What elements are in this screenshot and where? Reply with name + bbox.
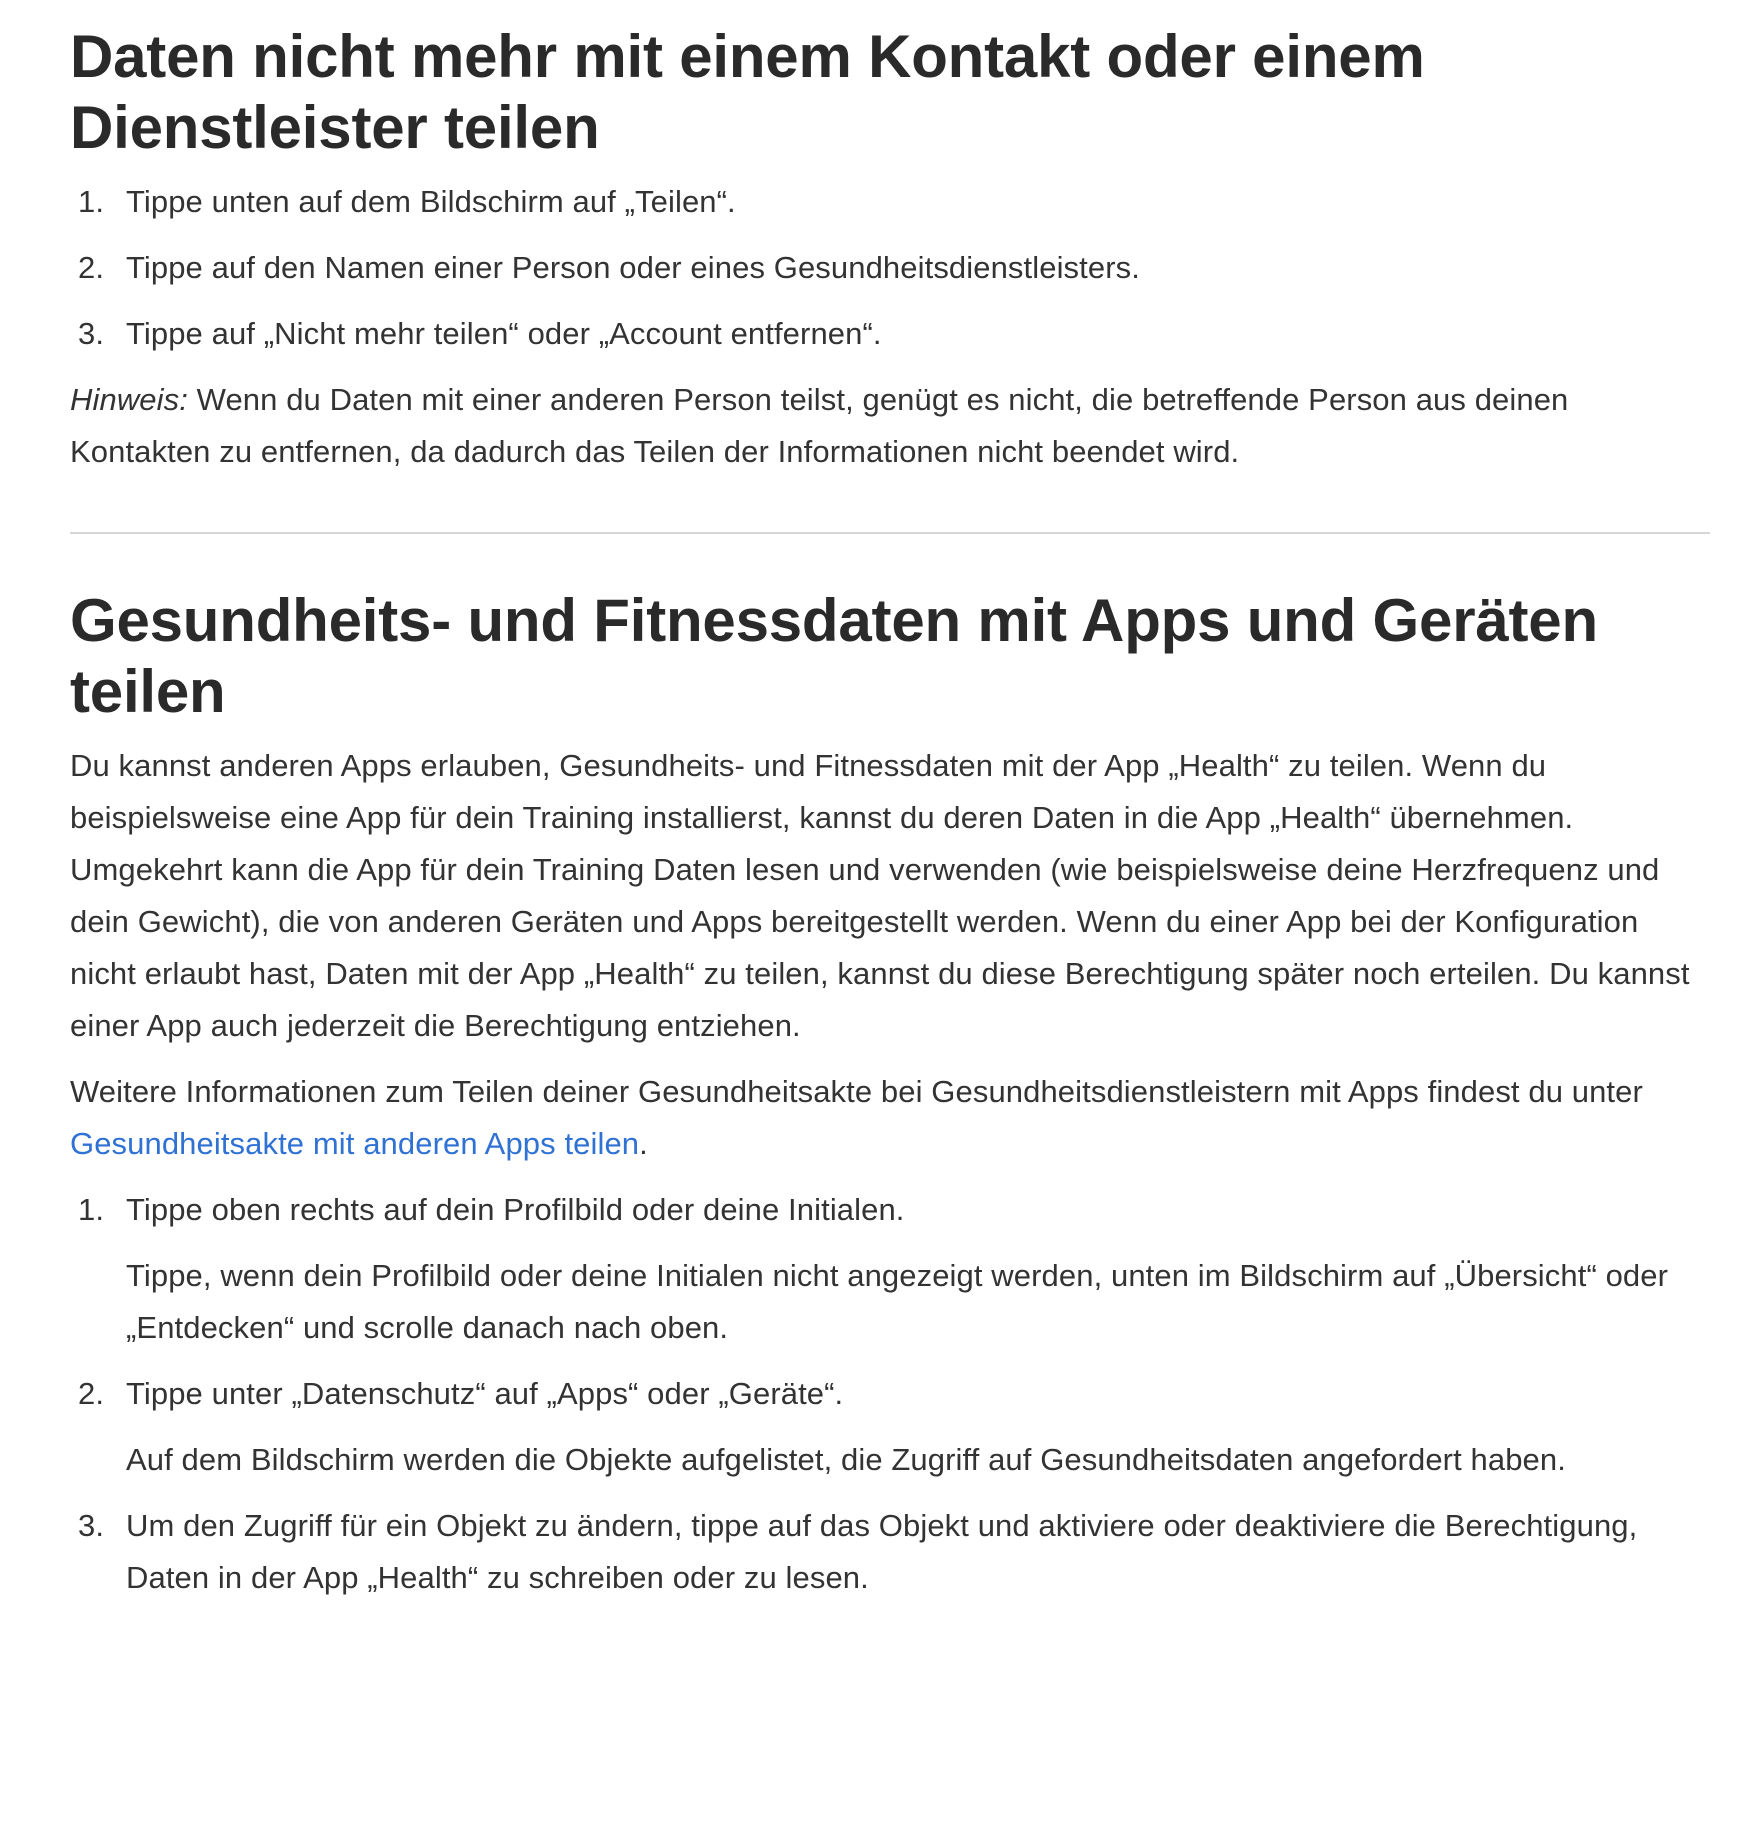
list-item <box>70 308 1710 360</box>
section-heading-share-with-apps <box>70 585 1710 727</box>
list-item <box>70 1500 1710 1604</box>
heading-line: teilen <box>70 658 226 725</box>
step-number: 3. <box>78 1508 105 1543</box>
step-text: Tippe unter „Datenschutz“ auf „Apps“ oder „Geräte“. <box>126 1376 844 1411</box>
intro-paragraph: Du kannst anderen Apps erlauben, Gesundheits- und Fitnessdaten mit der App „Health“ zu teilen. Wenn du beispielsweise eine App für dein Training installierst, kannst du deren Daten in die App „Health“ übernehmen. Umgekehrt kann die App für dein Training Daten lesen und verwenden (wie beispielsweise deine Herzfrequenz und dein Gewicht), die von anderen Geräten und Apps bereitgestellt werden. Wenn du einer App bei der Konfiguration nicht erlaubt hast, Daten mit der App „Health“ zu teilen, kannst du diese Berechtigung später noch erteilen. Du kannst einer App auch jederzeit die Berechtigung entziehen. <box>70 748 1690 1043</box>
section-divider <box>70 532 1710 534</box>
note-label: Hinweis: <box>70 382 188 417</box>
step-number: 3. <box>78 316 105 351</box>
more-info-suffix: . <box>639 1126 648 1161</box>
section-heading-stop-sharing <box>70 21 1710 163</box>
heading-line: Dienstleister teilen <box>70 94 600 161</box>
more-info-paragraph <box>70 1066 1710 1170</box>
list-item <box>70 242 1710 294</box>
step-number: 1. <box>78 184 105 219</box>
heading-line: Gesundheits- und Fitnessdaten mit Apps und Geräten <box>70 587 1598 654</box>
health-records-apps-link[interactable]: Gesundheitsakte mit anderen Apps teilen <box>70 1126 640 1161</box>
note-text: Wenn du Daten mit einer anderen Person teilst, genügt es nicht, die betreffende Person aus deinen Kontakten zu entfernen, da dadurch das Teilen der Informationen nicht beendet wird. <box>70 382 1569 469</box>
step-number: 2. <box>78 250 105 285</box>
steps-list-stop-sharing <box>70 176 1710 360</box>
step-text: Tippe auf den Namen einer Person oder eines Gesundheitsdienstleisters. <box>126 250 1140 285</box>
article <box>70 0 1710 1604</box>
more-info-prefix: Weitere Informationen zum Teilen deiner Gesundheitsakte bei Gesundheitsdienstleistern mit Apps findest du unter <box>70 1074 1643 1109</box>
step-subtext: Tippe, wenn dein Profilbild oder deine Initialen nicht angezeigt werden, unten im Bildschirm auf „Übersicht“ oder „Entdecken“ und scrolle danach nach oben. <box>126 1258 1669 1345</box>
step-number: 2. <box>78 1376 105 1411</box>
step-text: Tippe oben rechts auf dein Profilbild oder deine Initialen. <box>126 1192 905 1227</box>
note-paragraph <box>70 374 1710 478</box>
step-subtext: Auf dem Bildschirm werden die Objekte aufgelistet, die Zugriff auf Gesundheitsdaten angefordert haben. <box>126 1442 1566 1477</box>
list-item <box>70 176 1710 228</box>
step-number: 1. <box>78 1192 105 1227</box>
step-text: Tippe auf „Nicht mehr teilen“ oder „Account entfernen“. <box>126 316 882 351</box>
list-item <box>70 1184 1710 1354</box>
step-text: Um den Zugriff für ein Objekt zu ändern, tippe auf das Objekt und aktiviere oder deaktiviere die Berechtigung, Daten in der App „Health“ zu schreiben oder zu lesen. <box>126 1508 1638 1595</box>
steps-list-share-with-apps <box>70 1184 1710 1604</box>
heading-line: Daten nicht mehr mit einem Kontakt oder einem <box>70 23 1425 90</box>
step-text: Tippe unten auf dem Bildschirm auf „Teilen“. <box>126 184 736 219</box>
list-item <box>70 1368 1710 1486</box>
